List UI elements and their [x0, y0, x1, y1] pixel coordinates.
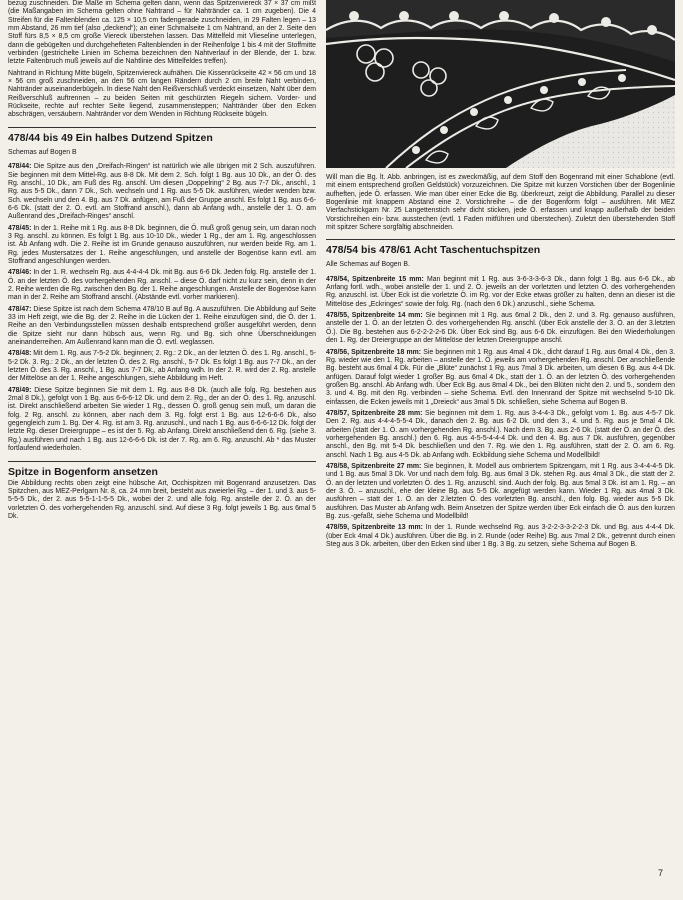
pattern-text: Diese Spitze ist nach dem Schema 478/10 B auf Bg. A auszuführen. Die Abbildung auf Seite 33 im Heft zeigt, wie die Bg. der 2. Reihe in die Lücken der 1. Reihe einzufügen sind, die Ö. der 1. Reihe an den Verbindungsstellen müssen deshalb entsprechend größer ausgeführt werden, denn die Spitze sieht nur dann hübsch aus, wenn Rg. und Bg. sich ohne Überschneidungen aneinanderreihen. Am Außenrand kann man die Ö. evtl. weglassen.	[8, 305, 316, 347]
pattern-label: 478/56, Spitzenbreite 18 mm:	[326, 348, 422, 356]
section-heading: Spitze in Bogenform ansetzen	[8, 465, 158, 478]
page-number: 7	[657, 868, 663, 878]
pattern-text: Man beginnt mit 1 Rg. aus 3-6-3-3-6-3 Dk., dann folgt 1 Bg. aus 6-6 Dk., ab Anfang fortl. wdh., wobei anstelle der 1. und 2. Ö. jeweils an der vorletzten und letzten Ö. des vorhergehenden Rg. anzuschl. ist. Über Eck ist die vorletzte Ö. im Rg. vor der Ecke etwas größer zu halten, denn an dieser ist die Mittelöse des „Eckringes“ sowie der folg. Rg. (nach den 6 Dk.) anzuschl., siehe Schema.	[326, 275, 675, 308]
pattern-text: Sie beginnen mit dem 1. Rg. aus 3-4-4-3 Dk., gefolgt vom 1. Bg. aus 4-5-7 Dk. Den 2. Rg. aus 4-4-4-5-5-4 Dk., danach den 2. Bg. aus 6-2 Dk. und den 3., 4. und 5. Rg. aus je 5mal 4 Dk. arbeiten (statt der 1. Ö. am vorhergehenden Rg. anschl.). Nach dem 3. Bg. aus 2-6 Dk. (statt der Ö. an der Ö. des vorhergehenden Bg. anschl.) den 6. Rg. aus 4-5-5-4-4-4 Dk. und den 4. Bg. aus 7 Dk. ausführen, gegenüber anschl., den Bg. mit 5-4 Dk. beschließen und den 7. Rg. wie den 1. Rg. ausführen, statt der 2. Ö. am 6. Rg. anschl. Nach 1 Bg. aus 4-5 Dk. ab Anfang wdh. Eckbildung siehe Schema und Modellbild!	[326, 409, 675, 459]
pattern-label: 478/47:	[8, 305, 32, 313]
intro-paragraph: Will man die Bg. lt. Abb. anbringen, ist es zweckmäßig, auf dem Stoff den Bogenrand mit einer Schablone (evtl. mit einem entsprechend großen Geldstück) vorzuzeichnen. Die Spitze mit kurzen Vorstichen über der Bogenlinie aufheften, jede Ö. erfassen. Wie man über einer Ecke die Bg. überkreuzt, zeigt die Abbildung. Parallel zu dieser Bogenlinie mit knappem Abstand eine 2. Vorstichreihe – die der Bogenform folgt – ausführen. Mit MEZ Vierfachstickgarn Nr. 25 Langettenstich sehr dicht sticken, jede Ö. erfassen und knapp außerhalb der beiden Vorstichreihen ein- bzw. ausstechen (evtl. 1 Faden mitführen und überstechen). Zuletzt den überstehenden Stoff mit spitzer Schere sorgfältig abschneiden.	[326, 174, 675, 232]
pattern-text: Diese Spitze beginnen Sie mit dem 1. Rg. aus 8-8 Dk. (auch alle folg. Rg. bestehen aus 2mal 8 Dk.), gefolgt von 1 Bg. aus 6-6-6-12 Dk. und dem 2. Rg., der an der Ö. des 1. Rg. anzuschl. ist. Direkt anschließend arbeiten Sie wieder 1 Rg., dessen Ö. groß genug sein muß, um daran die folg. 2 Rg. anschl. zu können, aber nach dem 3. Rg. folgt erst 1 Bg. aus 12-6-6-6 Dk., also gegengleich zum 1. Bg. Der 4. Rg. ist am 3. Rg. anzuschl., und nach 1 Bg. aus 6-6-6-12 Dk. folgt der letzte Rg. dieser Dreiergruppe – es ist der 5. Rg. ab Anfang. Direkt anschließend den 6. Rg. (siehe 3. Rg.) ausführen und nach 1 Bg. aus 12-6-6-6 Dk. ist der 7. Rg. am 6. Rg. anzuschl. Ab * das Muster fortlaufend wiederholen.	[8, 386, 316, 453]
pattern-paragraph-478-55	[326, 312, 675, 345]
pattern-paragraph-478-54	[326, 276, 675, 309]
pattern-text: In der 1. Reihe mit 1 Rg. aus 8-8 Dk. beginnen, die Ö. muß groß genug sein, um daran noch 3 Rg. anschl. zu können. Es folgt 1 Bg. aus 10-10 Dk., wieder 1 Rg., der am 1. Rg. angeschlossen ist. Ab Anfang wdh. Die 2. Reihe ist im Grunde genauso auszuführen, nur werden beide Rg. am 1. Rg. jedes Mustersatzes der 1. Reihe angeschlungen, und anstelle der Bogenöse kann evtl. am Stoffrand angeschlungen werden.	[8, 224, 316, 265]
pattern-text: Sie beginnen mit 1 Rg. aus 6mal 2 Dk., den 2. und 3. Rg. genauso ausführen, anstelle der 1. Ö. an der letzten Ö. des vorhergehenden Rg. anschl. (über Eck anstelle der 3. Ö. an der 3.letzten Ö.). Die Bg. bestehen aus 6-2-2-2-2-6 Dk. Über Eck sind Bg. aus 6-6 Dk. einzufügen. Bei den Wiederholungen den 1. Rg. der Dreiergruppe an der Mittelöse der letzten Dreiergruppe anschl.	[326, 312, 675, 345]
section-subtitle: Alle Schemas auf Bogen B.	[326, 261, 410, 269]
pattern-paragraph-478-48	[8, 350, 316, 383]
section-rule	[8, 127, 316, 128]
pattern-label: 478/59, Spitzenbreite 13 mm:	[326, 524, 423, 532]
intro-paragraph-2: Nahtrand in Richtung Mitte bügeln, Spitzenviereck aufnähen. Die Kissenrückseite 42 × 56 cm und 18 × 56 cm groß zuschneiden, an den 56 cm langen Rändern durch 2 cm breite Naht verbinden, Nahtränder auseinanderbügeln. In diese Naht den Reißverschluß verdeckt einsetzen, Naht über dem Reißverschluß auftrennen – zu beiden Seiten mit geschürzten Riegeln sichern. Vorder- und Rückseite, rechte auf rechter Seite liegend, zusammensteppen; Nahtränder über den Ecken abschrägen, versäubern. Nahtränder vor dem Wenden in Richtung Rückseite bügeln.	[8, 69, 316, 119]
intro-paragraph: bezug zuschneiden. Die Maße im Schema gelten dann, wenn das Spitzenviereck 37 × 37 cm mißt (die Maßangaben im Schema gelten ohne Nahtrand – für Nahtränder ca. 1 cm zugeben). Die 4 Streifen für die Faltenblenden ca. 125 × 10,5 cm fadengerade zuschneiden, in 29 Falten legen – 13 mm Abstand, 26 mm tief (also „deckend“); an einer Schmalseite 1 cm Nahtrand, an der 2. Seite den Stoff fürs 8,5 × 8,5 cm große Viereck überstehen lassen. Das Mittelfeld mit Vlieseline unterlegen, dann die gebügelten und durchgehefteten Faltenblenden in der Reihenfolge 1 bis 4 mit der Stoffmitte verbinden (gestrichelte Linien im Schema bezeichnen den Nahtverlauf in der Blende, der 1. bzw. letzte Faltenbruch muß jeweils auf die Nahtlinie des Mittelfeldes treffen).	[8, 0, 316, 66]
pattern-label: 478/58, Spitzenbreite 27 mm:	[326, 462, 422, 470]
pattern-paragraph-478-49	[8, 387, 316, 454]
pattern-label: 478/46:	[8, 269, 32, 277]
pattern-label: 478/48:	[8, 350, 32, 358]
lace-photo	[326, 0, 675, 168]
pattern-label: 478/45:	[8, 224, 32, 232]
lace-illustration	[326, 0, 675, 168]
section-rule	[326, 239, 675, 240]
pattern-label: 478/44:	[8, 163, 32, 171]
pattern-label: 478/57, Spitzenbreite 28 mm:	[326, 409, 423, 417]
pattern-text: Sie beginnen mit 1 Rg. aus 4mal 4 Dk., dicht darauf 1 Rg. aus 6mal 4 Dk., den 3. Rg. wieder wie den 1. Rg. arbeiten – anstelle der 1. Ö. jeweils am vorhergehenden Rg. anschl. Der anschließende Bg. besteht aus 6mal 4 Dk. Für die „Blüte“ zunächst 1 Rg. aus 7mal 3 Dk. arbeiten, um diesen 6 Bg. aus 4-4 Dk. anfügen. Darauf folgt wieder 1 großer Bg. aus 6mal 4 Dk., statt der 1. Ö. an der letzten Ö. des vorhergehenden großen Bg. anschl. Ab Anfang wdh. Über Eck Bg. aus 8mal 4 Dk., bei den Blüten nicht den 2. und 5., sondern den 3. und 4. Bg. mit den Rg. verbinden – siehe Schema. Evtl. den Innenrand der Spitze mit wechselnd 5-10 Dk. einfassen, die Ecken jeweils mit 1 „Dreieck“ aus 3mal 5 Dk. schließen, siehe Schema auf Bogen B.	[326, 348, 675, 406]
pattern-text: Die Spitze aus den „Dreifach-Ringen“ ist natürlich wie alle übrigen mit 2 Sch. auszuführen. Sie beginnen mit dem Mittel-Rg. aus 8-8 Dk. Mit dem 2. Sch. folgt 1 Bg. aus 10 Dk., an der Ö. des Rg. anschl., 10 Dk., am Fuß des Rg. anschl. Um diesen „Doppelring“ 2 Bg. aus 7-7 Dk., anschl., 1 Rg. aus 5-5 Dk., dann 7 Dk., Sch. wechseln und 1 Rg. aus 5-5 Dk. ausführen, wieder wenden bzw. Sch. wechseln und den 4. Bg. aus 7 Dk. anfügen, am Fuß der Gruppe anschl. Es folgt 1 Bg. aus 6-6-6-6 Dk. (statt der 2. Ö. evtl. am Stoffrand anschl.), dann ab Anfang wdh., anstelle der 1. Ö. am Außenrand des „Dreifach-Ringes“ anschl.	[8, 163, 316, 221]
section-heading: 478/44 bis 49 Ein halbes Dutzend Spitzen	[8, 131, 213, 144]
pattern-label: 478/54, Spitzenbreite 15 mm:	[326, 275, 424, 283]
section-subtitle: Schemas auf Bogen B	[8, 148, 77, 156]
right-column	[326, 0, 675, 552]
left-column	[8, 0, 316, 524]
pattern-paragraph-478-57	[326, 410, 675, 460]
pattern-label: 478/55, Spitzenbreite 14 mm:	[326, 312, 423, 320]
pattern-paragraph-478-59	[326, 524, 675, 549]
pattern-text: Mit dem 1. Rg. aus 7-5-2 Dk. beginnen; 2. Rg.: 2 Dk., an der letzten Ö. des 1. Rg. anschl., 5-5-2 Dk. 3. Rg.: 2 Dk., an der letzten Ö. des 2. Rg. anschl., 5-7 Dk. Es folgt 1 Bg. aus 7-7 Dk., an der letzten Ö. des 3. Rg. anschl., 1 Bg. aus 7-7 Dk., ab Anfang wdh. In der 2. R. wird der 2. Rg. anstelle der Mittelöse an der 1. Reihe angeschlungen, siehe Abbildung im Heft.	[8, 350, 316, 383]
section-heading: 478/54 bis 478/61 Acht Taschentuchspitzen	[326, 244, 541, 257]
pattern-paragraph-478-47	[8, 306, 316, 348]
pattern-label: 478/49:	[8, 386, 32, 394]
pattern-paragraph-478-44	[8, 163, 316, 221]
pattern-paragraph-478-58	[326, 463, 675, 521]
pattern-text: In der 1. R. wechseln Rg. aus 4-4-4-4 Dk. mit Bg. aus 6-6 Dk. Jeden folg. Rg. anstelle der 1. Ö. an der letzten Ö. des vorhergehenden Rg. anschl. – diese Ö. darf nicht zu kurz sein, denn in der 2. Reihe werden die Rg. zwischen den Bg. der 1. Reihe angeschlungen. Anstelle der Bogenöse kann man in der 2. Reihe am Stoffrand anschl. (Abstände evtl. vorher markieren).	[8, 269, 316, 302]
pattern-paragraph-478-45	[8, 225, 316, 267]
pattern-paragraph-478-56	[326, 349, 675, 407]
pattern-text: In der 1. Runde wechselnd Rg. aus 3-2-2-3-3-2-2-3 Dk. und Bg. aus 4-4-4 Dk. (über Eck 4mal 4 Dk.) ausführen. Über die Bg. in 2. Runde (oder Reihe) Bg. aus 7mal 2 Dk., getrennt durch einen Steg aus 3 Dk. arbeiten, über den Ecken sind über 1 Bg. 3 Bg. zu setzen, siehe Schema auf Bogen B.	[326, 524, 675, 549]
section-paragraph: Die Abbildung rechts oben zeigt eine hübsche Art, Occhispitzen mit Bogenrand anzusetzen. Das Spitzchen, aus MEZ-Perlgarn Nr. 8, ca. 24 mm breit, besteht aus zweierlei Rg. – der 1. und 3. aus 5-5-5-5 Dk., der 2. aus 5-5-1-1-5-5 Dk., wobei der 2. und alle folg. Rg. anstelle der 2. Ö. an der vorletzten Ö. des vorhergehenden Rg. anzuschl. sind. Auf diese 3 Rg. folgt jeweils 1 Bg. aus 6mal 5 Dk.	[8, 479, 316, 520]
section-rule	[8, 461, 316, 462]
pattern-text: Sie beginnen, lt. Modell aus ombriertem Spitzengarn, mit 1 Rg. aus 3-4-4-4-5 Dk. und 1 Bg. aus 5mal 3 Dk. Vor und nach dem folg. Bg. aus 6mal 3 Dk. stehen Rg. aus 4mal 3 Dk., die statt der 2. Ö. an der letzten und vorletzten Ö. des 1. Rg. anzuschl. sind. Auch der folg. Bg. aus 5mal 3 Dk. ist am 1. Rg. – an der 3. Ö. – anzuschl., ehe der kleine Bg. aus 5-5 Dk. angefügt werden kann. Wieder 1 Rg. aus 4mal 3 Dk. ausführen – statt der 1. Ö. an der 2.letzten Ö. des vorletzten Bg. anschl., den folg. Bg. wieder aus 5-5 Dk. ausführen. Das Muster ab Anfang wdh. Beim Ansetzen der Spitze werden über Eck einfach die Ö. aus den kurzen Bg. zus.-gefaßt, siehe Schema und Modellbild!	[326, 462, 675, 521]
pattern-paragraph-478-46	[8, 269, 316, 302]
